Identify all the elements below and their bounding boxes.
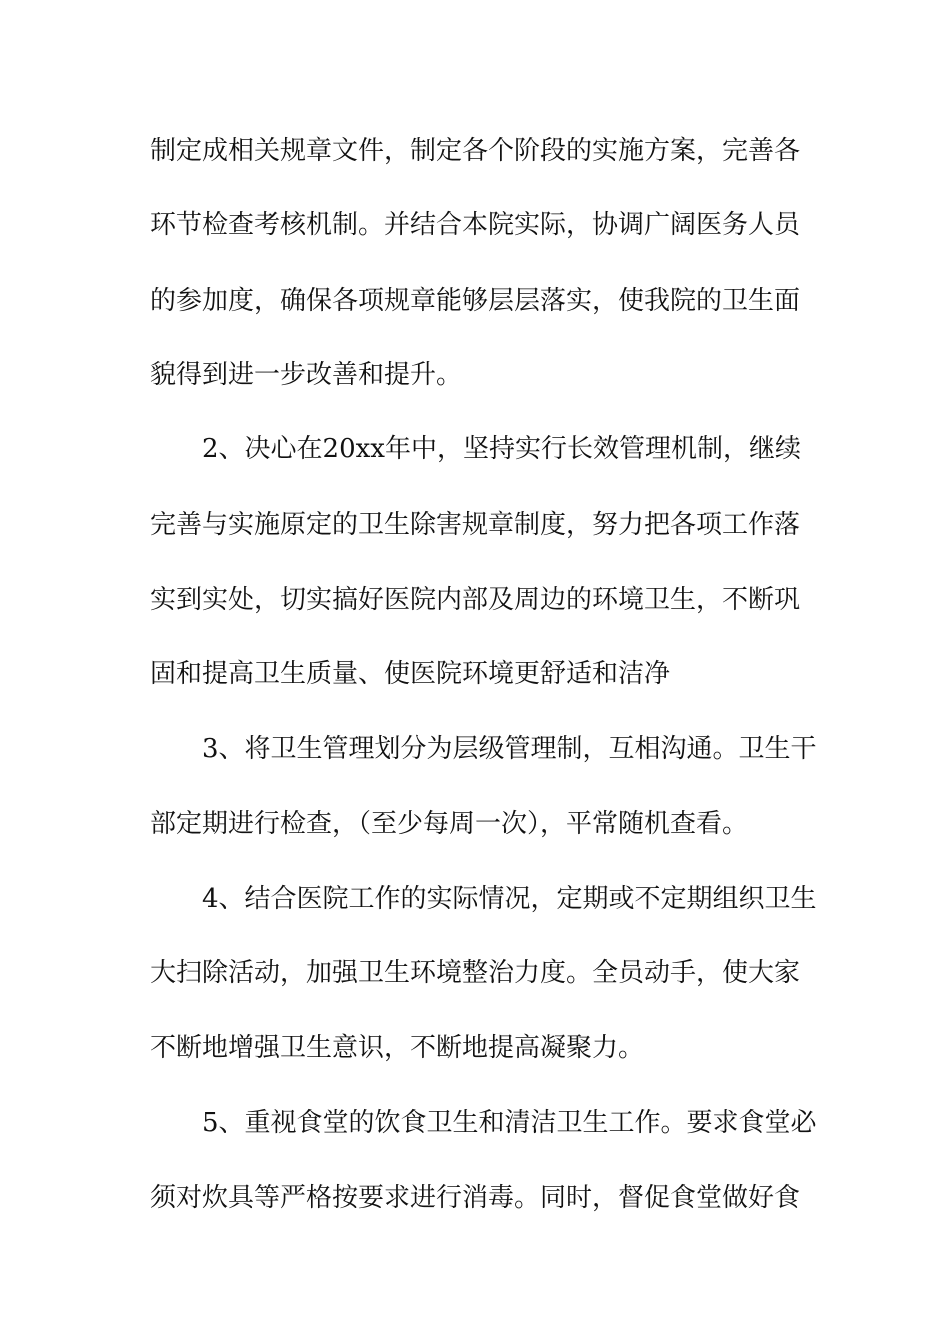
paragraph-4-line-1: 4、结合医院工作的实际情况，定期或不定期组织卫生 bbox=[202, 884, 817, 914]
paragraph-1-line-2: 环节检查考核机制。并结合本院实际，协调广阔医务人员 bbox=[150, 210, 801, 240]
paragraph-1-line-1: 制定成相关规章文件，制定各个阶段的实施方案，完善各 bbox=[150, 136, 801, 166]
paragraph-3-line-2: 部定期进行检查，（至少每周一次），平常随机查看。 bbox=[150, 809, 749, 839]
paragraph-1-line-4: 貌得到进一步改善和提升。 bbox=[150, 360, 463, 390]
paragraph-5-line-1: 5、重视食堂的饮食卫生和清洁卫生工作。要求食堂必 bbox=[202, 1108, 817, 1138]
paragraph-2-line-2: 完善与实施原定的卫生除害规章制度，努力把各项工作落 bbox=[150, 510, 801, 540]
paragraph-4-line-2: 大扫除活动，加强卫生环境整治力度。全员动手，使大家 bbox=[150, 958, 801, 988]
paragraph-4-line-3: 不断地增强卫生意识，不断地提高凝聚力。 bbox=[150, 1033, 645, 1063]
paragraph-5-line-2: 须对炊具等严格按要求进行消毒。同时，督促食堂做好食 bbox=[150, 1183, 801, 1213]
paragraph-2-line-1: 2、决心在20xx年中，坚持实行长效管理机制，继续 bbox=[202, 434, 801, 464]
paragraph-3-line-1: 3、将卫生管理划分为层级管理制，互相沟通。卫生干 bbox=[202, 734, 817, 764]
paragraph-1-line-3: 的参加度，确保各项规章能够层层落实，使我院的卫生面 bbox=[150, 286, 801, 316]
paragraph-2-line-4: 固和提高卫生质量、使医院环境更舒适和洁净 bbox=[150, 659, 671, 689]
paragraph-2-line-3: 实到实处，切实搞好医院内部及周边的环境卫生，不断巩 bbox=[150, 585, 801, 615]
